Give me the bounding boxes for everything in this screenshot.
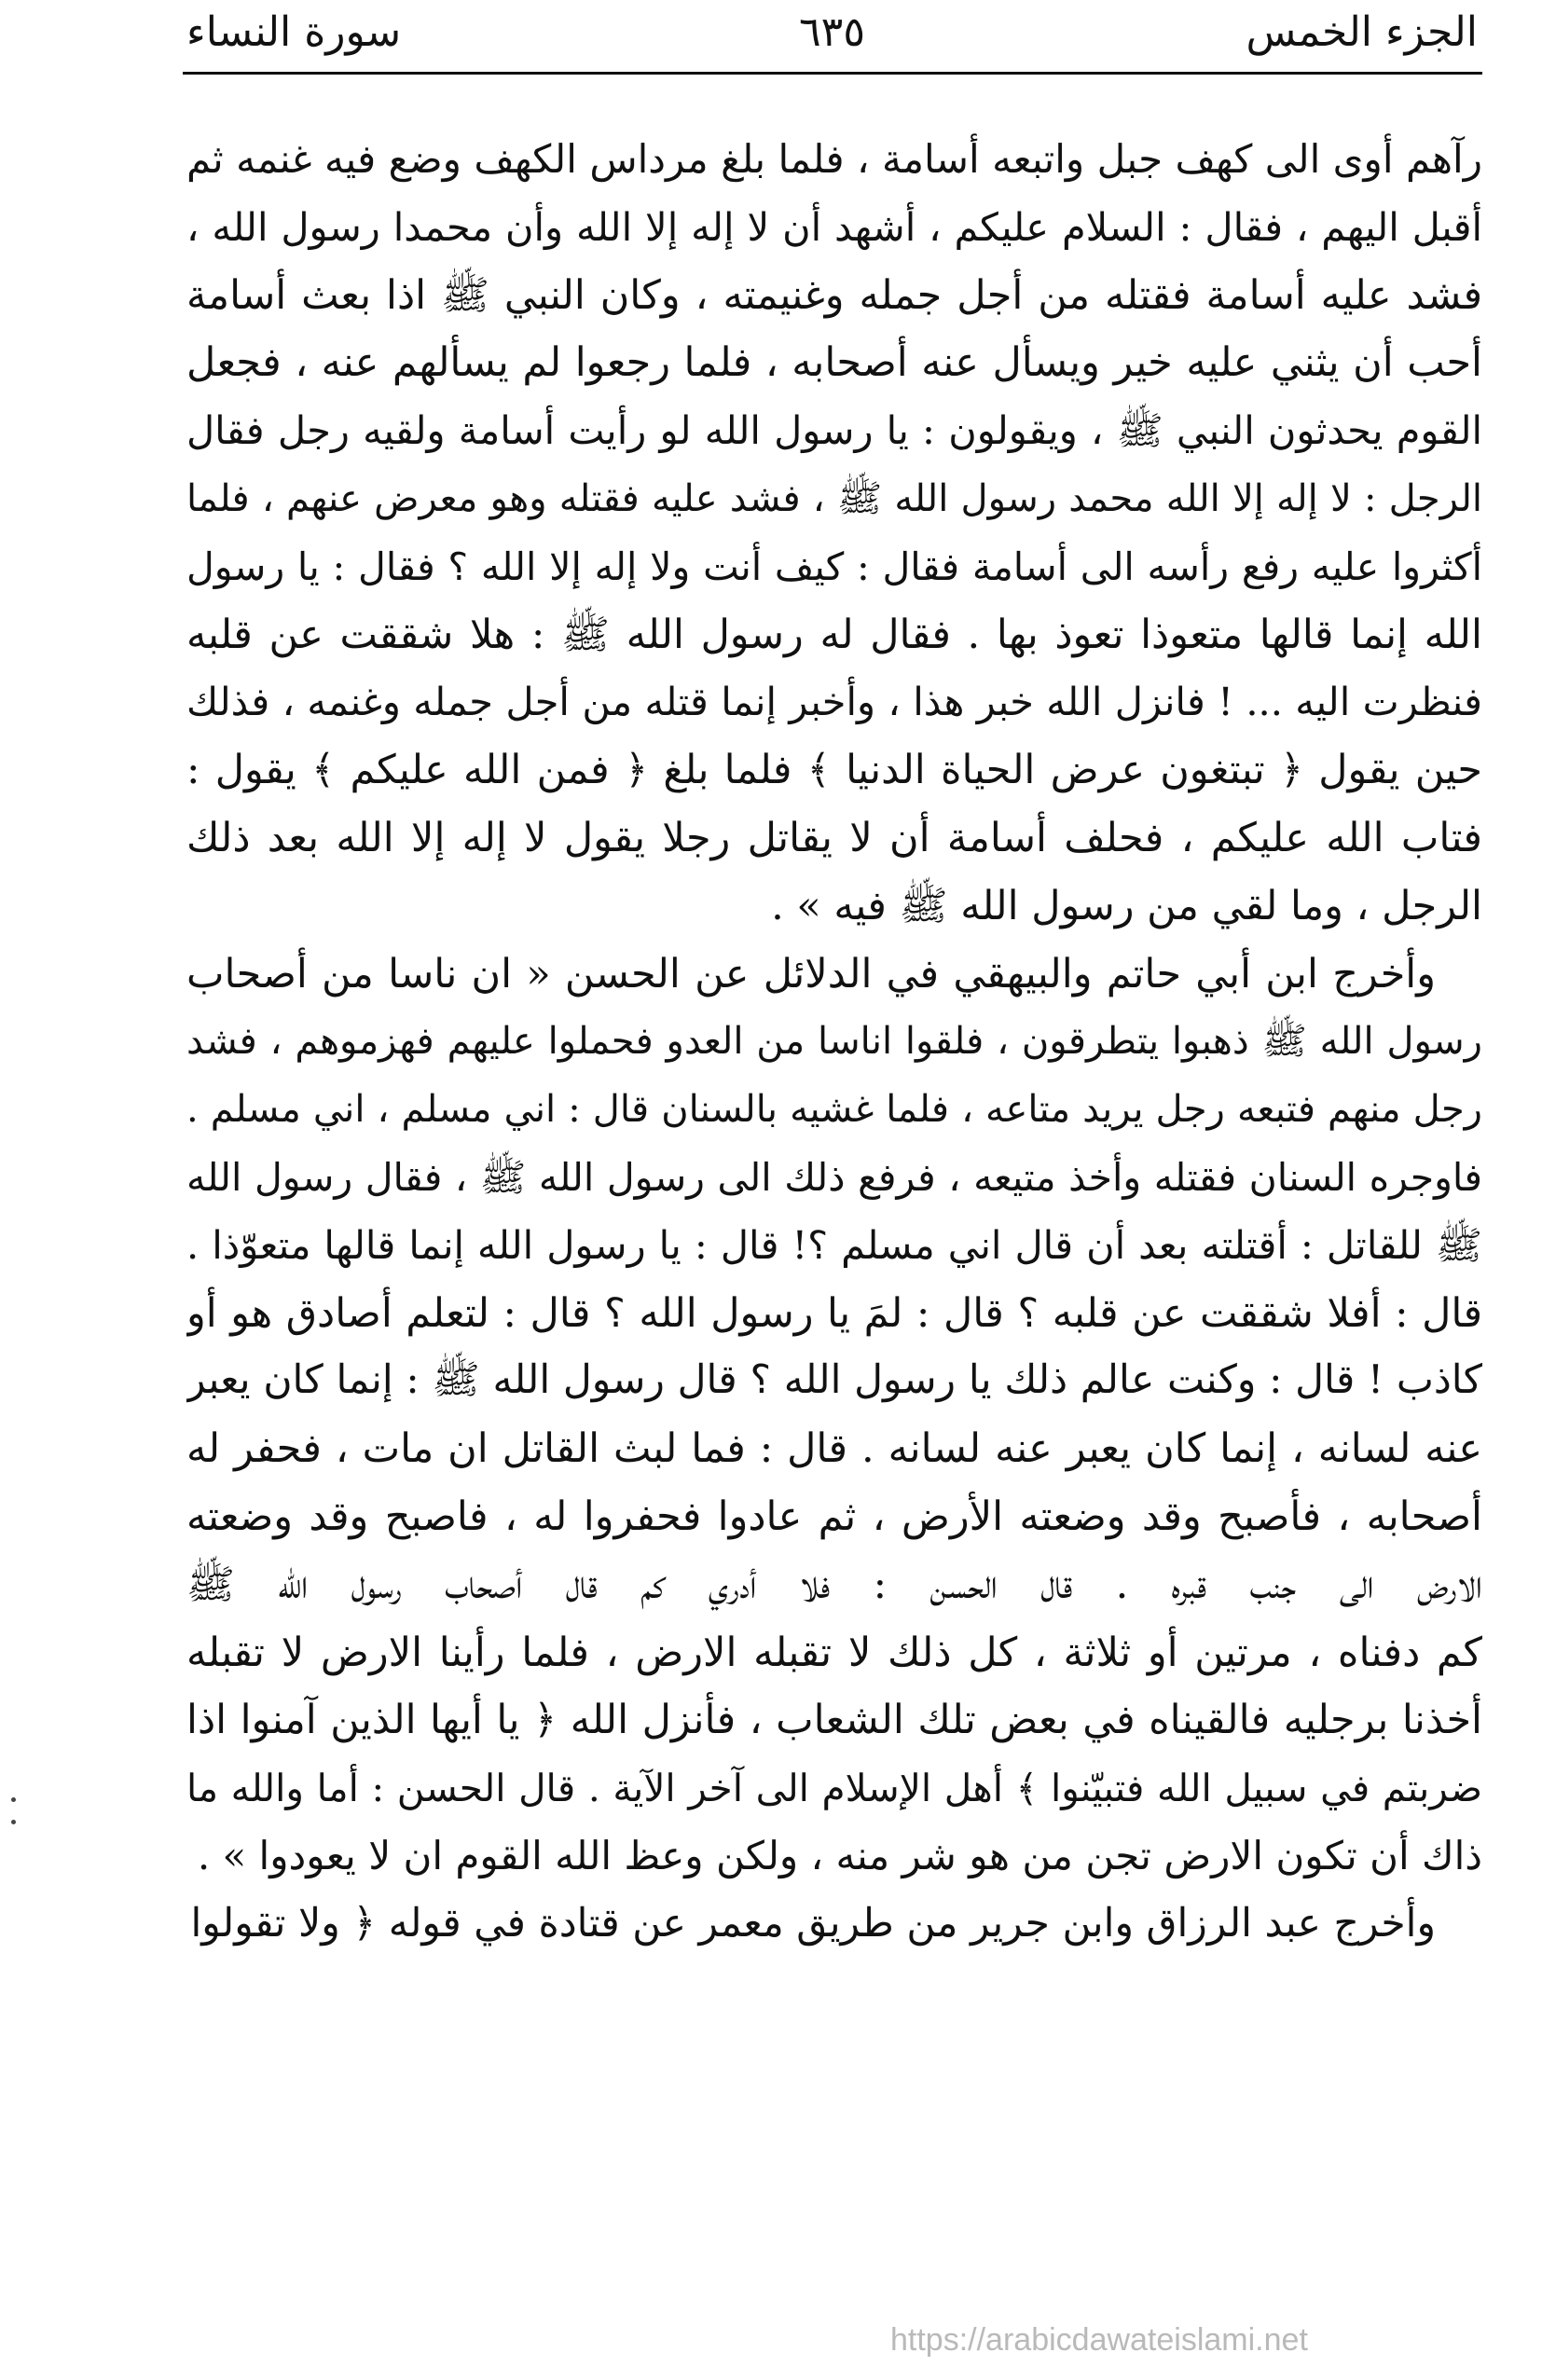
page-number: ٦٣٥ <box>799 8 865 56</box>
text-line: أخذنا برجليه فالقيناه في بعض تلك الشعاب ، فأنزل الله ﴿ يا أيها الذين آمنوا اذا <box>186 1697 1482 1744</box>
text-line: عنه لسانه ، إنما كان يعبر عنه لسانه . قال : فما لبث القاتل ان مات ، فحفر له <box>186 1425 1482 1473</box>
text-line: قال : أفلا شققت عن قلبه ؟ قال : لمَ يا رسول الله ؟ قال : لتعلم أصادق هو أو <box>186 1289 1482 1337</box>
juz-label: الجزء الخمس <box>1246 8 1478 56</box>
text-line: ﷺ للقاتل : أقتلته بعد أن قال اني مسلم ؟! قال : يا رسول الله إنما قالها متعوّذا . <box>186 1221 1482 1268</box>
margin-speck <box>11 1820 16 1824</box>
watermark-url: https://arabicdawateislami.net <box>890 2322 1308 2358</box>
text-line: رسول الله ﷺ ذهبوا يتطرقون ، فلقوا اناسا من العدو فحملوا عليهم فهزموهم ، فشد <box>186 1020 1482 1064</box>
text-line: أقبل اليهم ، فقال : السلام عليكم ، أشهد أن لا إله إلا الله وأن محمدا رسول الله ، <box>186 203 1482 250</box>
text-line: فنظرت اليه ... ! فانزل الله خبر هذا ، وأخبر إنما قتله من أجل جمله وغنمه ، فذلك <box>186 679 1482 725</box>
paragraph-end-line: ذاك أن تكون الارض تجن من هو شر منه ، ولكن وعظ الله القوم ان لا يعودوا » . <box>197 1832 1482 1878</box>
body-text <box>186 126 1482 1959</box>
paragraph-start-line: وأخرج عبد الرزاق وابن جرير من طريق معمر عن قتادة في قوله ﴿ ولا تقولوا <box>190 1900 1436 1947</box>
paragraph-start-line: وأخرج ابن أبي حاتم والبيهقي في الدلائل عن الحسن « ان ناسا من أصحاب <box>186 950 1436 997</box>
text-line: رجل منهم فتبعه رجل يريد متاعه ، فلما غشيه بالسنان قال : اني مسلم ، اني مسلم . <box>186 1088 1482 1132</box>
text-line: الله إنما قالها متعوذا تعوذ بها . فقال له رسول الله ﷺ : هلا شققت عن قلبه <box>186 611 1482 658</box>
text-line: حين يقول ﴿ تبتغون عرض الحياة الدنيا ﴾ فلما بلغ ﴿ فمن الله عليكم ﴾ يقول : <box>186 747 1482 794</box>
paragraph-end-line: الرجل ، وما لقي من رسول الله ﷺ فيه » . <box>771 882 1482 929</box>
page-header <box>186 0 1478 70</box>
text-line: الرجل : لا إله إلا الله محمد رسول الله ﷺ ، فشد عليه فقتله وهو معرض عنهم ، فلما <box>186 476 1482 520</box>
text-line: فتاب الله عليكم ، فحلف أسامة أن لا يقاتل رجلا يقول لا إله إلا الله بعد ذلك <box>186 814 1482 861</box>
header-divider <box>183 72 1482 75</box>
text-line: كم دفناه ، مرتين أو ثلاثة ، كل ذلك لا تقبله الارض ، فلما رأينا الارض لا تقبله <box>186 1629 1482 1676</box>
text-line: أصحابه ، فأصبح وقد وضعته الأرض ، ثم عادوا فحفروا له ، فاصبح وقد وضعته <box>186 1493 1482 1540</box>
text-line: فشد عليه أسامة فقتله من أجل جمله وغنيمته ، وكان النبي ﷺ اذا بعث أسامة <box>186 271 1482 319</box>
margin-speck <box>11 1797 16 1802</box>
text-line: فاوجره السنان فقتله وأخذ متيعه ، فرفع ذلك الى رسول الله ﷺ ، فقال رسول الله <box>186 1154 1482 1200</box>
text-line: القوم يحدثون النبي ﷺ ، ويقولون : يا رسول الله لو رأيت أسامة ولقيه رجل فقال <box>186 407 1482 454</box>
surah-label: سورة النساء <box>186 8 402 56</box>
text-line: ضربتم في سبيل الله فتبيّنوا ﴾ أهل الإسلام الى آخر الآية . قال الحسن : أما والله ما <box>186 1766 1482 1811</box>
text-line: الارض الى جنب قبره . قال الحسن : فلا أدري كم قال أصحاب رسول الله ﷺ <box>186 1561 1482 1608</box>
text-line: رآهم أوى الى كهف جبل واتبعه أسامة ، فلما بلغ مرداس الكهف وضع فيه غنمه ثم <box>186 136 1482 182</box>
text-line: كاذب ! قال : وكنت عالم ذلك يا رسول الله ؟ قال رسول الله ﷺ : إنما كان يعبر <box>186 1357 1482 1404</box>
text-line: أحب أن يثني عليه خير ويسأل عنه أصحابه ، فلما رجعوا لم يسألهم عنه ، فجعل <box>186 339 1482 387</box>
text-line: أكثروا عليه رفع رأسه الى أسامة فقال : كيف أنت ولا إله إلا الله ؟ فقال : يا رسول <box>186 543 1482 589</box>
